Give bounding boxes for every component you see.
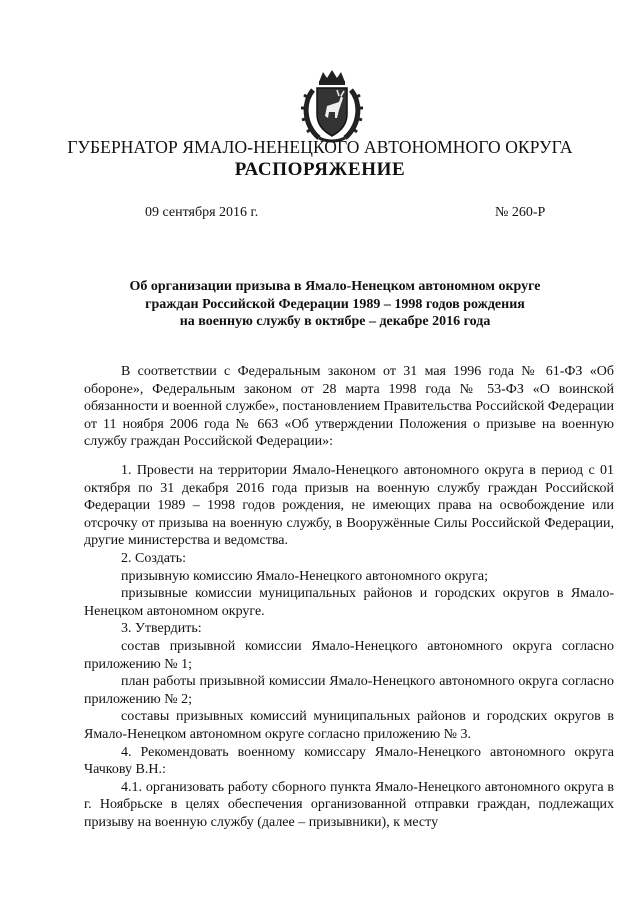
paragraph-3: 3. Утвердить:: [121, 621, 202, 637]
title-line: Об организации призыва в Ямало-Ненецком автономном округе: [129, 279, 541, 294]
coat-of-arms-icon: [299, 68, 365, 144]
document-title: [100, 278, 570, 331]
paragraph-2a: призывную комиссию Ямало-Ненецкого автономного округа;: [121, 568, 488, 584]
paragraph-3a: состав призывной комиссии Ямало-Ненецкого автономного округа согласно приложению № 1;: [84, 638, 614, 672]
paragraph-1: 1. Провести на территории Ямало-Ненецкого автономного округа в период с 01 октября по 31 декабря 2016 года призыв на военную службу граждан Российской Федерации 1989 – 1998 годов рождения, не имеющих права на освобождение или отсрочку от призыва на военную службу, в Вооружённые Силы Российской Федерации, другие министерства и ведомства.: [84, 463, 614, 549]
paragraph-3c: составы призывных комиссий муниципальных районов и городских округов в Ямало-Ненецком автономном округе согласно приложению № 3.: [84, 709, 614, 742]
paragraph-4-1: 4.1. организовать работу сборного пункта Ямало-Ненецкого автономного округа в г. Ноябрьске в целях обеспечения организованной отправки граждан, подлежащих призыву на военную службу (далее – призывники), к месту: [84, 779, 614, 830]
preamble-text: В соответствии с Федеральным законом от 31 мая 1996 года № 61-ФЗ «Об обороне», Федеральным законом от 28 марта 1998 года № 53-ФЗ «О воинской обязанности и военной службе», постановлением Правительства Российской Федерации от 11 ноября 2006 года № 663 «Об утверждении Положения о призыве на военную службу граждан Российской Федерации»:: [84, 364, 614, 450]
document-date: 09 сентября 2016 г.: [145, 205, 259, 220]
order-body: [84, 462, 614, 831]
title-line: граждан Российской Федерации 1989 – 1998 годов рождения: [145, 296, 525, 312]
document-type: РАСПОРЯЖЕНИЕ: [234, 159, 406, 180]
paragraph-2: 2. Создать:: [121, 550, 186, 566]
document-number: № 260-Р: [495, 205, 546, 220]
preamble: [84, 363, 614, 451]
governor-heading: ГУБЕРНАТОР ЯМАЛО-НЕНЕЦКОГО АВТОНОМНОГО ОКРУГА: [67, 137, 573, 157]
paragraph-4: 4. Рекомендовать военному комиссару Ямало-Ненецкого автономного округа Чачкову В.Н.:: [84, 744, 614, 778]
paragraph-2b: призывные комиссии муниципальных районов и городских округов в Ямало-Ненецком автономном округе.: [84, 586, 614, 619]
title-line: на военную службу в октябре – декабре 2016 года: [179, 314, 491, 329]
paragraph-3b: план работы призывной комиссии Ямало-Ненецкого автономного округа согласно приложению № 2;: [84, 674, 614, 707]
